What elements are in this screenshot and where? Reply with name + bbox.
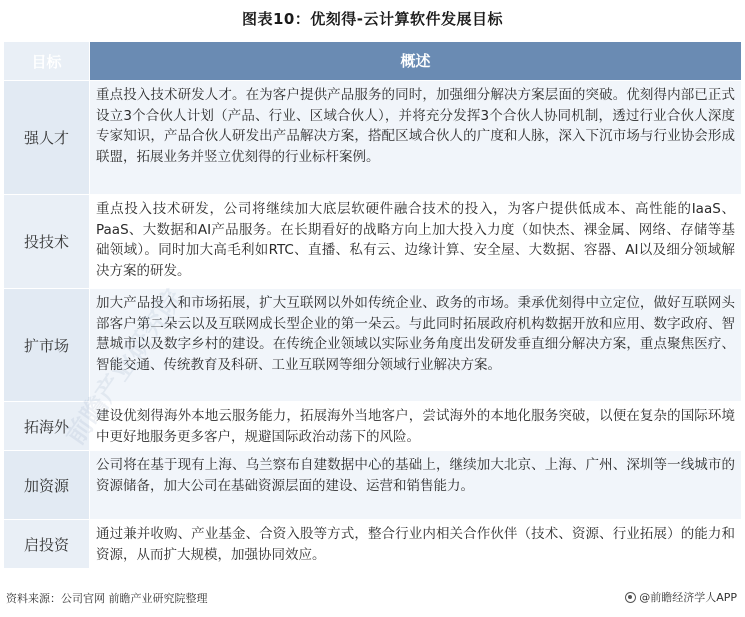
table-row — [4, 195, 741, 289]
table-row — [4, 402, 741, 451]
row-overview: 公司将在基于现有上海、乌兰察布自建数据中心的基础上，继续加大北京、上海、广州、深圳等一线城市的资源储备，加大公司在基础资源层面的建设、运营和销售能力。 — [90, 451, 741, 519]
table-row — [4, 520, 741, 569]
row-target: 拓海外 — [4, 402, 90, 450]
row-target: 投技术 — [4, 195, 90, 288]
row-target: 扩市场 — [4, 289, 90, 401]
source-note: 资料来源：公司官网 前瞻产业研究院整理 — [6, 592, 208, 605]
row-overview: 建设优刻得海外本地云服务能力，拓展海外当地客户，尝试海外的本地化服务突破，以便在复杂的国际环境中更好地服务更多客户，规避国际政治动荡下的风险。 — [90, 402, 741, 450]
goals-table — [4, 42, 741, 569]
row-overview: 通过兼并收购、产业基金、合资入股等方式，整合行业内相关合作伙伴（技术、资源、行业拓展）的能力和资源，从而扩大规模，加强协同效应。 — [90, 520, 741, 568]
table-row — [4, 289, 741, 402]
row-overview: 加大产品投入和市场拓展，扩大互联网以外如传统企业、政务的市场。秉承优刻得中立定位，做好互联网头部客户第二朵云以及互联网成长型企业的第一朵云。与此同时拓展政府机构数据开放和应用、数字政府、智慧城市以及数字乡村的建设。在传统企业领域以实际业务角度出发研发垂直细分解决方案，重点聚焦医疗、智能交通、传统教育及科研、工业互联网等细分领域行业解决方案。 — [90, 289, 741, 401]
table-row — [4, 451, 741, 520]
header-overview: 概述 — [400, 51, 431, 70]
header-target: 目标 — [4, 42, 90, 80]
brand-text: @前瞻经济学人APP — [639, 591, 737, 604]
table-row — [4, 81, 741, 195]
brand-logo-icon — [625, 592, 636, 603]
row-overview: 重点投入技术研发，公司将继续加大底层软硬件融合技术的投入，为客户提供低成本、高性能的IaaS、PaaS、大数据和AI产品服务。在长期看好的战略方向上加大投入力度（如快杰、裸金属、网络、存储等基础领域）。同时加大高毛利如RTC、直播、私有云、边缘计算、安全屋、大数据、容器、AI以及细分领域解决方案的研发。 — [90, 195, 741, 288]
row-target: 加资源 — [4, 451, 90, 519]
chart-title: 图表10：优刻得-云计算软件发展目标 — [241, 10, 504, 28]
table-header-row — [4, 42, 741, 81]
brand-credit — [625, 589, 737, 605]
row-target: 启投资 — [4, 520, 90, 568]
row-target: 强人才 — [4, 81, 90, 194]
row-overview: 重点投入技术研发人才。在为客户提供产品服务的同时，加强细分解决方案层面的突破。优刻得内部已正式设立3个合伙人计划（产品、行业、区域合伙人），并将充分发挥3个合伙人协同机制，透过行业合伙人深度专家知识，产品合伙人研发出产品解决方案，搭配区域合伙人的广度和人脉，深入下沉市场与行业协会形成联盟，拓展业务并竖立优刻得的行业标杆案例。 — [90, 81, 741, 194]
